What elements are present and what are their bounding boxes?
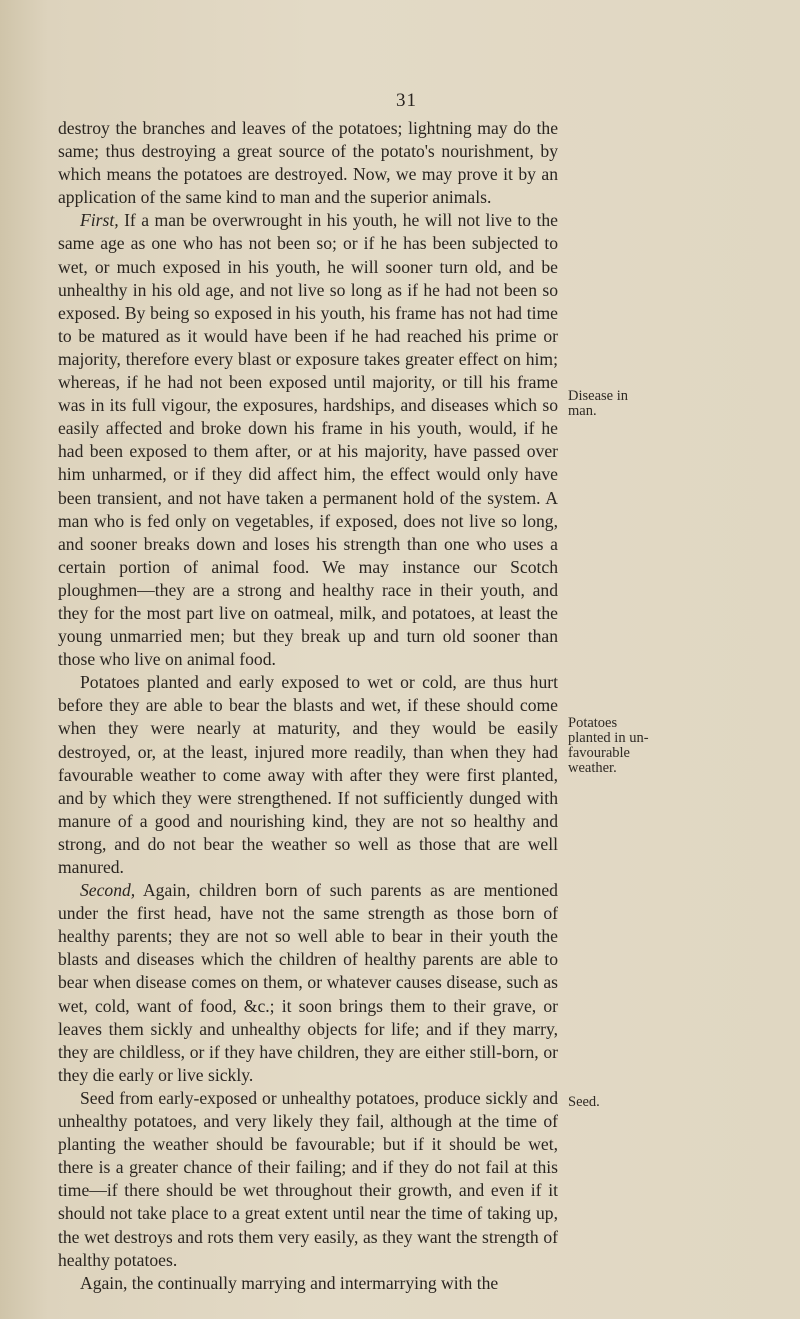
margin-note-potatoes-weather bbox=[568, 716, 649, 776]
margin-note-line: Seed. bbox=[568, 1094, 600, 1110]
paragraph-text: Again, children born of such parents as are mentioned under the first head, have not the same strength as those born of healthy parents; they are not so well able to bear in their youth the blasts and diseases which the children of healthy parents are able to bear when disease comes on them, or whatever causes disease, such as wet, cold, want of food, &c.; it soon brings them to their grave, or leaves them sickly and unhealthy objects for life; and if they marry, they are childless, or if they have children, they are either still-born, or they die early or live sickly. bbox=[58, 880, 558, 1085]
margin-note-line: Potatoes bbox=[568, 715, 618, 731]
paragraph-emphasis: First, bbox=[80, 210, 119, 231]
body-text bbox=[58, 117, 558, 1295]
paragraph-emphasis: Second, bbox=[80, 880, 136, 901]
margin-note-line: planted in un- bbox=[568, 730, 649, 746]
paragraph-text: Potatoes planted and early exposed to wet or cold, are thus hurt before they are able to bear the blasts and wet, if these should come when they were nearly at maturity, and they would be easily destroyed, or, at the least, injured more readily, than when they had favourable weather to come away with after they were first planted, and by which they were strengthened. If not sufficiently dunged with manure of a good and nourishing kind, they are not so healthy and strong, and do not bear the weather so well as those that are well manured. bbox=[58, 672, 558, 877]
margin-note-line: favourable bbox=[568, 745, 630, 761]
margin-note-line: man. bbox=[568, 403, 597, 419]
paragraph bbox=[58, 209, 558, 671]
paragraph bbox=[58, 1087, 558, 1272]
margin-note-seed bbox=[568, 1095, 600, 1110]
paragraph-text: If a man be overwrought in his youth, he will not live to the same age as one who has not been so; or if he has been subjected to wet, or much exposed in his youth, he will sooner turn old, and be unhealthy in his old age, and not live so long as if he had not been so exposed. By being so exposed in his youth, his frame has not had time to be matured as it would have been if he had reached his prime or majority, therefore every blast or exposure takes greater effect on him; whereas, if he had not been exposed until majority, or till his frame was in its full vigour, the exposures, hardships, and diseases which so easily affected and broke down his frame in his youth, would, if he had been exposed to them after, or at his majority, have passed over him unharmed, or if they did affect him, the effect would only have been transient, and not have taken a permanent hold of the system. A man who is fed only on vegetables, if exposed, does not live so long, and sooner breaks down and loses his strength than one who uses a certain portion of animal food. We may instance our Scotch ploughmen—they are a strong and healthy race in their youth, and they for the most part live on oatmeal, milk, and potatoes, at least the young unmarried men; but they break up and turn old sooner than those who live on animal food. bbox=[58, 210, 558, 670]
paragraph-text: destroy the branches and leaves of the potatoes; lightning may do the same; thus destroying a great source of the potato's nourishment, by which means the potatoes are destroyed. Now, we may prove it by an application of the same kind to man and the superior animals. bbox=[58, 118, 558, 208]
page-number: 31 bbox=[396, 90, 417, 111]
paragraph bbox=[58, 879, 558, 1087]
margin-note-line: weather. bbox=[568, 760, 617, 776]
paragraph-text: Seed from early-exposed or unhealthy potatoes, produce sickly and unhealthy potatoes, and very likely they fail, although at the time of planting the weather should be favourable; but if it should be wet, there is a greater chance of their failing; and if they do not fail at this time—if there should be wet throughout their growth, and even if it should not take place to a great extent until near the time of taking up, the wet destroys and rots them very easily, as they want the strength of healthy potatoes. bbox=[58, 1087, 558, 1270]
paragraph bbox=[58, 117, 558, 209]
margin-note-line: Disease in bbox=[568, 388, 628, 404]
paragraph-text: Again, the continually marrying and intermarrying with the bbox=[80, 1272, 499, 1293]
paragraph bbox=[58, 671, 558, 879]
paragraph bbox=[58, 1272, 558, 1295]
margin-note-disease-in-man bbox=[568, 389, 628, 419]
